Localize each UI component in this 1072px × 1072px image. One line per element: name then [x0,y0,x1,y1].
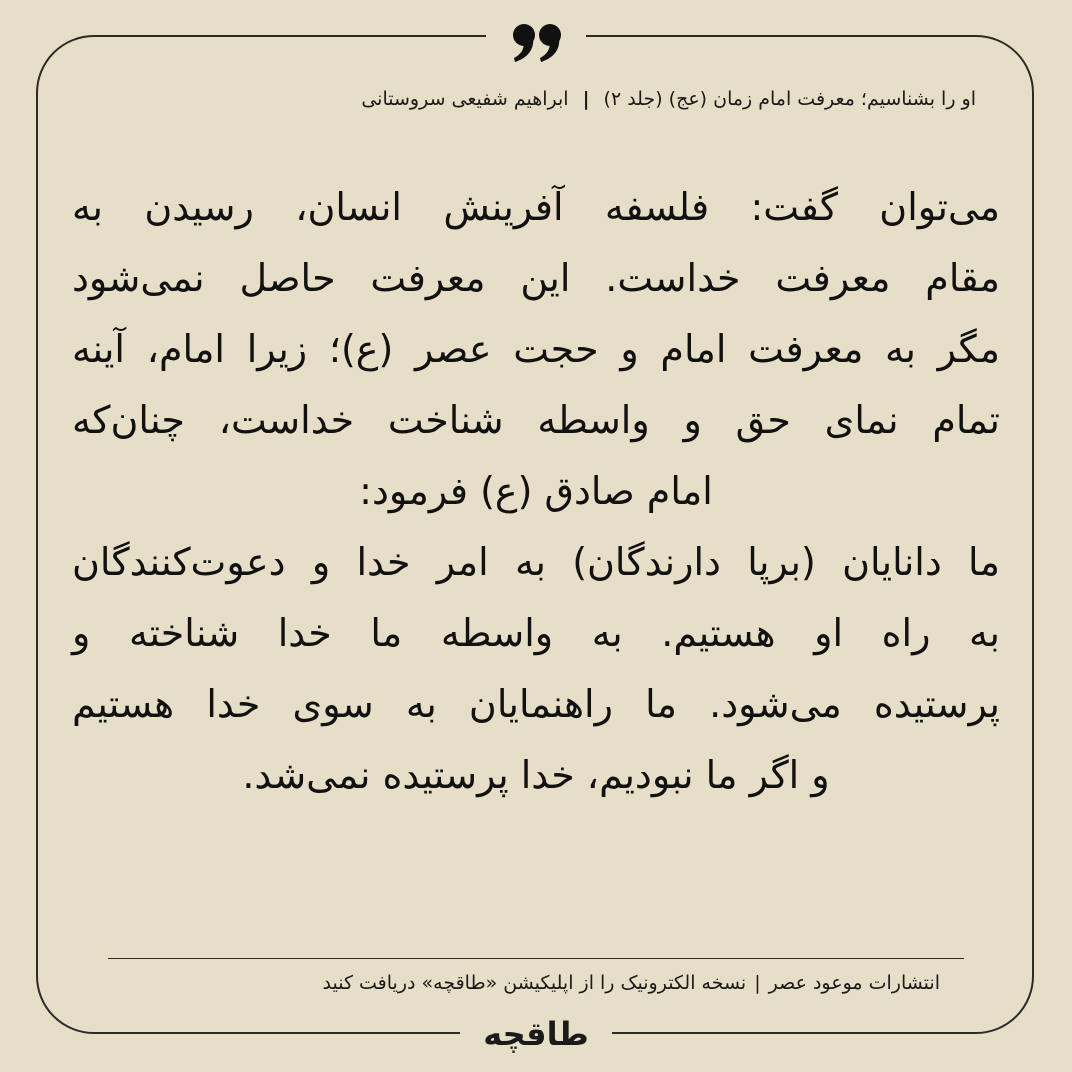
quote-text [72,172,1000,918]
quote-line: می‌توان گفت: فلسفه آفرینش انسان، رسیدن به [72,185,1000,229]
quote-line: پرستیده می‌شود. ما راهنمایان به سوی خدا هستیم [72,682,1000,726]
quote-line: مگر به معرفت امام و حجت عصر (ع)؛ زیرا امام، آینه [72,327,1000,371]
author-name: ابراهیم شفیعی سروستانی [361,88,569,110]
quote-mark-icon [509,22,565,64]
quote-line: مقام معرفت خداست. این معرفت حاصل نمی‌شود [72,256,1000,300]
publisher-footer [108,968,940,998]
footer-separator: | [754,972,761,994]
book-title: او را بشناسیم؛ معرفت امام زمان (عج) (جلد ۲) [603,88,976,110]
book-header [216,84,976,114]
publisher-name: انتشارات موعود عصر [768,972,940,994]
quote-line: ما دانایان (برپا دارندگان) به امر خدا و دعوت‌کنندگان [72,540,1000,584]
header-separator: | [582,88,590,110]
quote-line: به راه او هستیم. به واسطه ما خدا شناخته و [72,611,1000,655]
download-text: نسخه الکترونیک را از اپلیکیشن «طاقچه» دریافت کنید [322,972,747,994]
quote-line: امام صادق (ع) فرمود: [359,469,713,513]
quote-line: و اگر ما نبودیم، خدا پرستیده نمی‌شد. [242,753,830,797]
taaghche-logo: طاقچه [483,1015,589,1053]
footer-divider [108,958,964,959]
quote-line: تمام نمای حق و واسطه شناخت خداست، چنان‌که [72,398,1000,442]
